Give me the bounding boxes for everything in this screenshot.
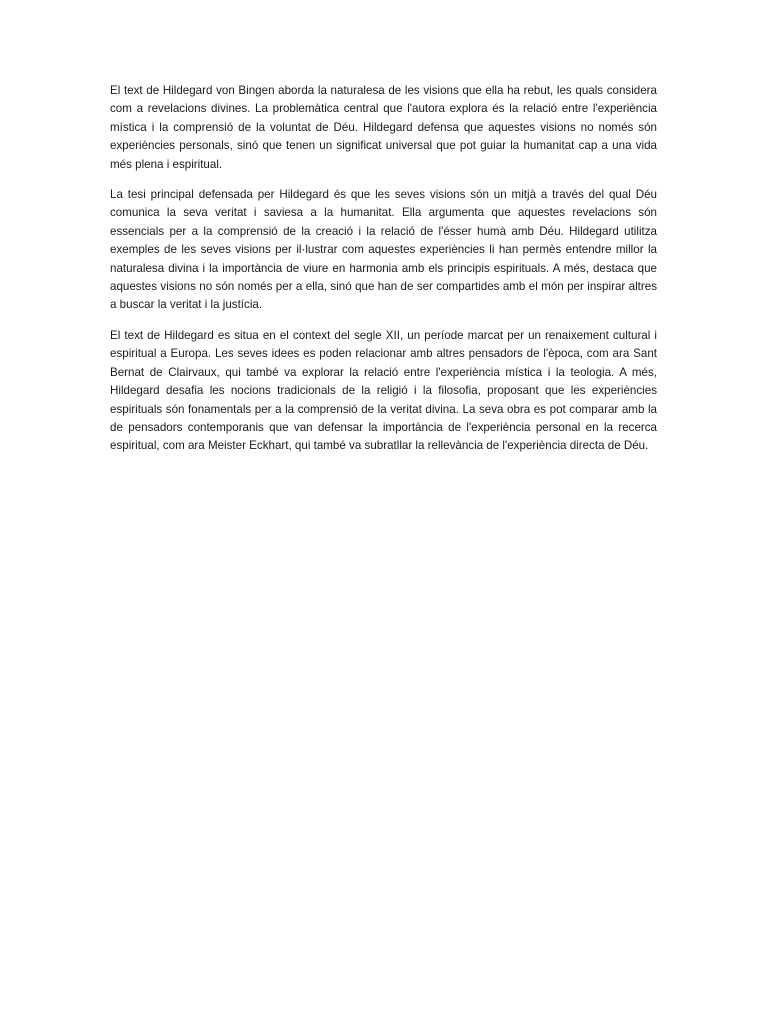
paragraph-context: El text de Hildegard es situa en el context del segle XII, un període marcat per un renaixement cultural i espiritual a Europa. Les seves idees es poden relacionar amb altres pensadors de l'època, com ara Sant Bernat de Clairvaux, qui també va explorar la relació entre l'experiència mística i la teologia. A més, Hildegard desafia les nocions tradicionals de la religió i la filosofia, proposant que les experiències espirituals són fonamentals per a la comprensió de la veritat divina. La seva obra es pot comparar amb la de pensadors contemporanis que van defensar la importància de l'experiència personal en la recerca espiritual, com ara Meister Eckhart, qui també va subratllar la rellevància de l'experiència directa de Déu.	[110, 328, 657, 453]
document-page	[110, 82, 657, 468]
paragraph-thesis: La tesi principal defensada per Hildegard és que les seves visions són un mitjà a través del qual Déu comunica la seva veritat i saviesa a la humanitat. Ella argumenta que aquestes revelacions són essencials per a la comprensió de la creació i la relació de l'ésser humà amb Déu. Hildegard utilitza exemples de les seves visions per il·lustrar com aquestes experiències li han permès entendre millor la naturalesa divina i la importància de viure en harmonia amb els principis espirituals. A més, destaca que aquestes visions no són només per a ella, sinó que han de ser compartides amb el món per inspirar altres a buscar la veritat i la justícia.	[110, 188, 657, 312]
paragraph-introduction: El text de Hildegard von Bingen aborda la naturalesa de les visions que ella ha rebut, les quals considera com a revelacions divines. La problemàtica central que l'autora explora és la relació entre l'experiència mística i la comprensió de la voluntat de Déu. Hildegard defensa que aquestes visions no només són experiències personals, sinó que tenen un significat universal que pot guiar la humanitat cap a una vida més plena i espiritual.	[110, 84, 657, 171]
